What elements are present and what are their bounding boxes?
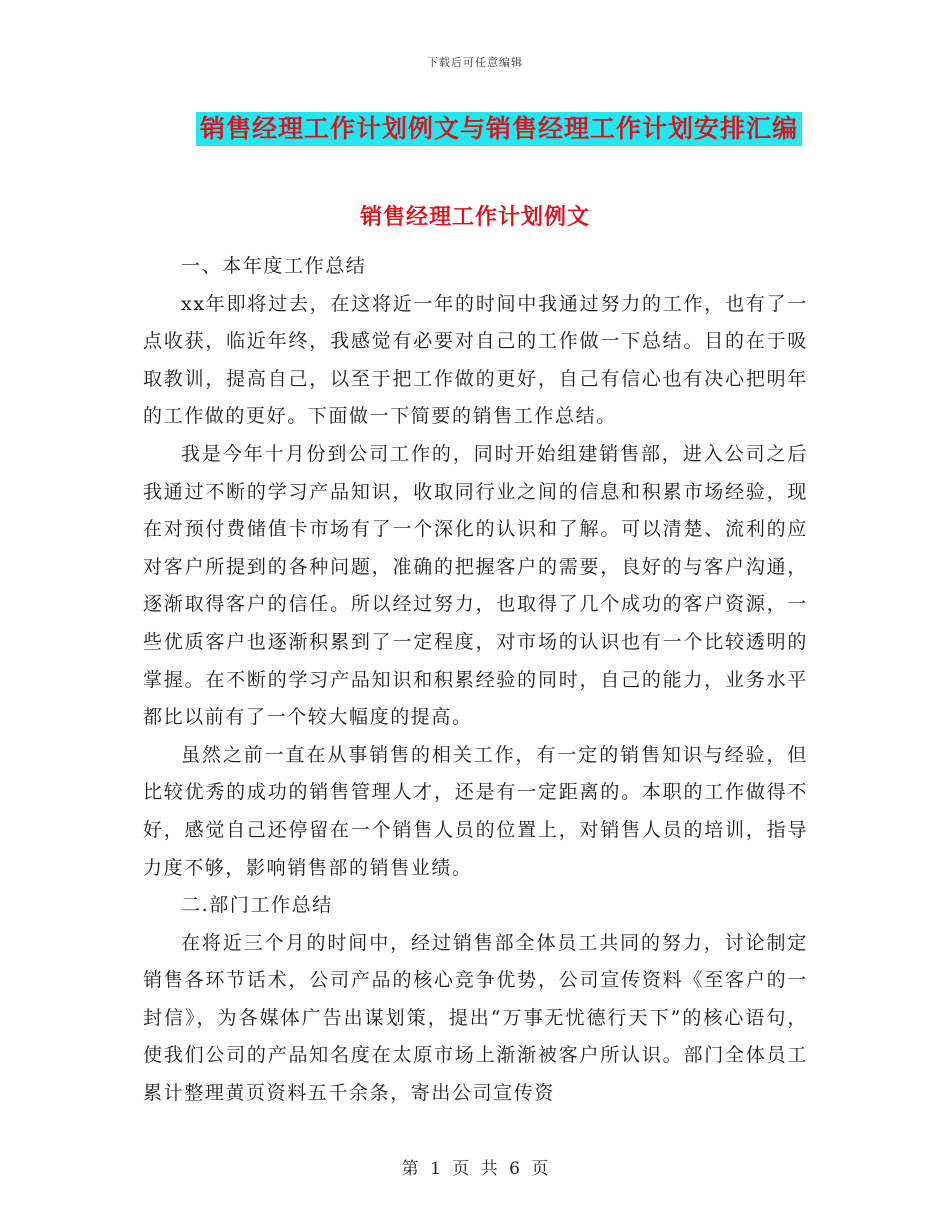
paragraph: 我是今年十月份到公司工作的，同时开始组建销售部，进入公司之后我通过不断的学习产品知识，收取同行业之间的信息和积累市场经验，现在对预付费储值卡市场有了一个深化的认识和了解。可以清楚、流利的应对客户所提到的各种问题，准确的把握客户的需要，良好的与客户沟通，逐渐取得客户的信任。所以经过努力，也取得了几个成功的客户资源，一些优质客户也逐渐积累到了一定程度，对市场的认识也有一个比较透明的掌握。在不断的学习产品知识和积累经验的同时，自己的能力，业务水平都比以前有了一个较大幅度的提高。 [143, 442, 808, 729]
document-sub-title: 销售经理工作计划例文 [359, 204, 590, 230]
page-number-indicator: 第 1 页 共 6 页 [401, 1159, 549, 1179]
main-title-container [0, 112, 950, 146]
section-heading-annual-summary: 一、本年度工作总结 [181, 255, 367, 277]
paragraph: 虽然之前一直在从事销售的相关工作，有一定的销售知识与经验，但比较优秀的成功的销售管理人才，还是有一定距离的。本职的工作做得不好，感觉自己还停留在一个销售人员的位置上，对销售人员的培训，指导力度不够，影响销售部的销售业绩。 [143, 743, 808, 879]
document-body [143, 248, 808, 1113]
section-heading-department-summary: 二.部门工作总结 [181, 894, 333, 917]
document-main-title: 销售经理工作计划例文与销售经理工作计划安排汇编 [196, 112, 802, 146]
paragraph: xx年即将过去，在这将近一年的时间中我通过努力的工作，也有了一点收获，临近年终，我感觉有必要对自己的工作做一下总结。目的在于吸取教训，提高自己，以至于把工作做的更好，自己有信心也有决心把明年的工作做的更好。下面做一下简要的销售工作总结。 [143, 292, 808, 428]
paragraph: 在将近三个月的时间中，经过销售部全体员工共同的努力，讨论制定销售各环节话术，公司产品的核心竞争优势，公司宣传资料《至客户的一封信》，为各媒体广告出谋划策，提出“万事无忧德行天下”的核心语句，使我们公司的产品知名度在太原市场上渐渐被客户所认识。部门全体员工累计整理黄页资料五千余条，寄出公司宣传资 [143, 931, 808, 1105]
page-header-note: 下载后可任意编辑 [427, 56, 523, 69]
